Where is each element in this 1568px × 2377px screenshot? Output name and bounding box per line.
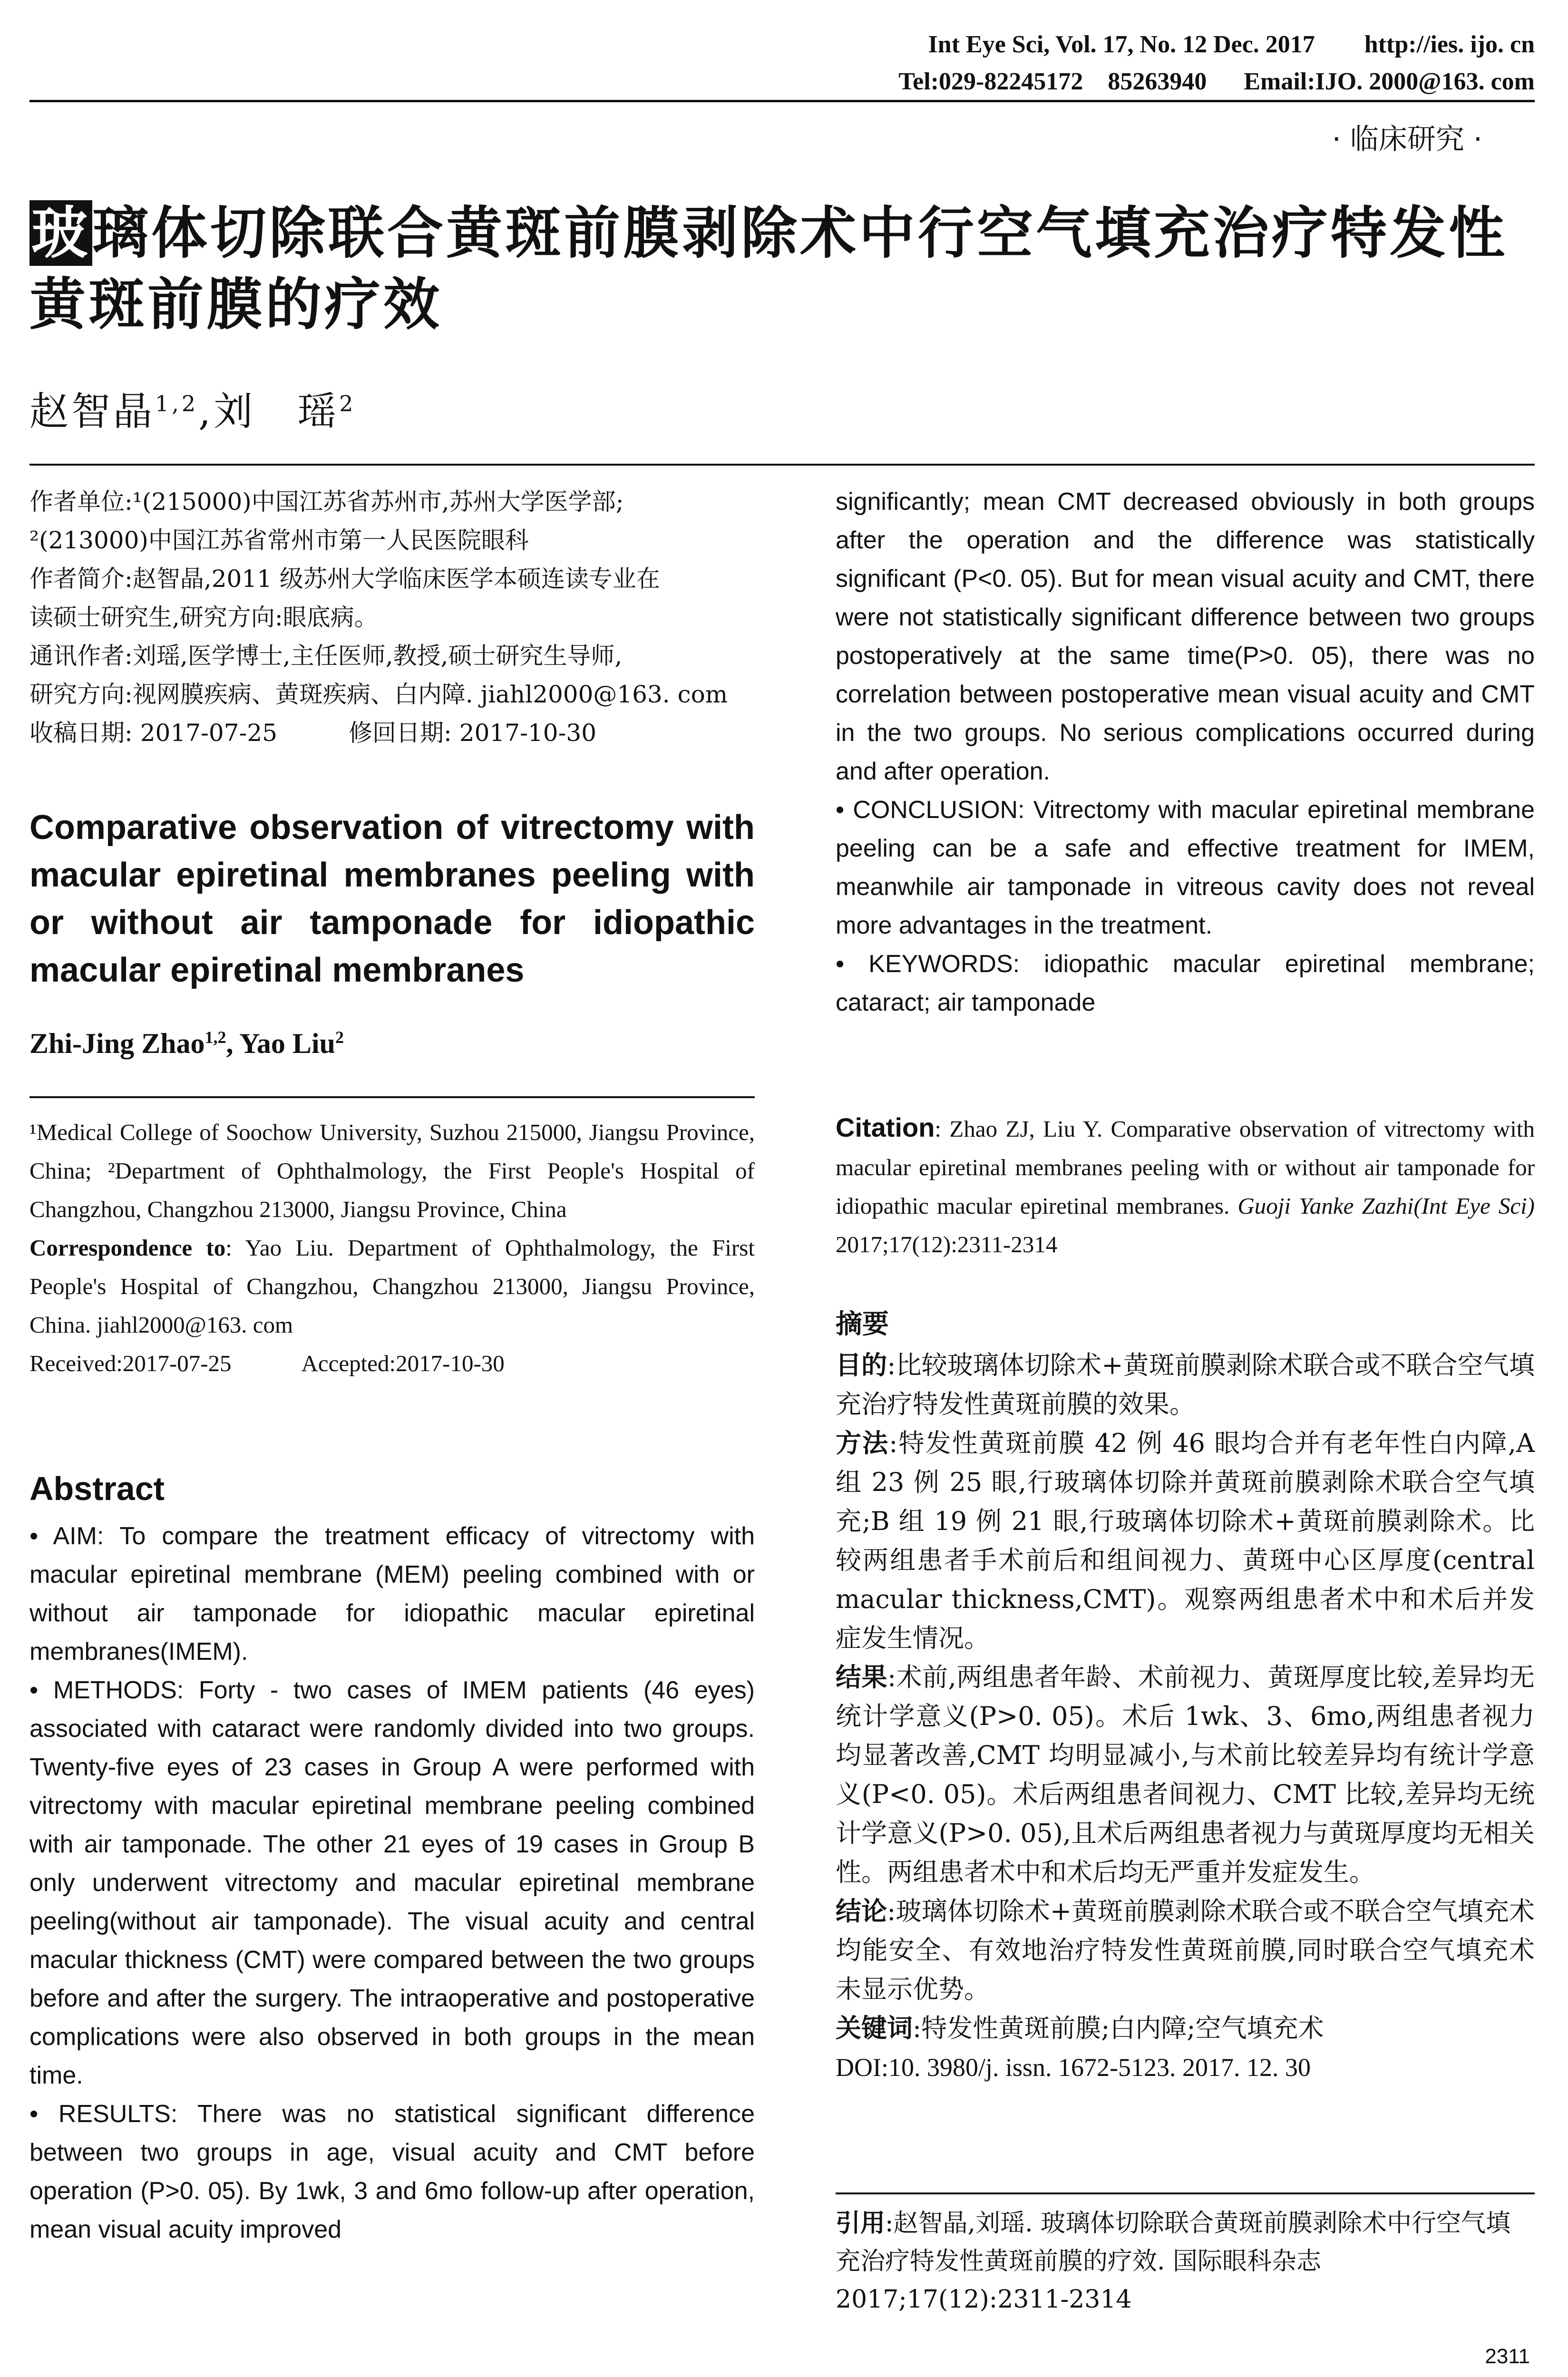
authors-cn [29, 380, 356, 436]
zy-mudi-text: :比较玻璃体切除术+黄斑前膜剥除术联合或不联合空气填充治疗特发性黄斑前膜的效果。 [836, 1350, 1535, 1419]
page-number: 2311 [1485, 2345, 1530, 2368]
affil-line: 收稿日期: 2017-07-25 修回日期: 2017-10-30 [29, 719, 597, 747]
citation-rule [836, 2192, 1535, 2194]
citation-label: Citation [836, 1112, 935, 1142]
abstract-aim: • AIM: To compare the treatment efficacy of vitrectomy with macular epiretinal membrane (MEM) peeling combined with or without air tamponade for idiopathic macular epiretinal membranes(IMEM). [29, 1522, 755, 1666]
author-cn-1-sup: 1,2 [155, 390, 199, 417]
author-en-2: Yao Liu [239, 1028, 335, 1059]
zy-guanjianci [836, 2009, 1535, 2048]
abstract-body-right [836, 483, 1535, 1022]
correspondence [29, 1228, 755, 1344]
citation-tail: 2017;17(12):2311-2314 [836, 1231, 1058, 1257]
zy-jielun [836, 1892, 1535, 2009]
article-title-cn [29, 197, 1535, 340]
author-en-1-sup: 1,2 [205, 1028, 226, 1047]
header-rule [29, 100, 1535, 102]
zy-mudi [836, 1346, 1535, 1424]
abstract-conclusion: • CONCLUSION: Vitrectomy with macular epiretinal membrane peeling can be a safe and effective treatment for IMEM, meanwhile air tamponade in vitreous cavity does not reveal more advantages in the treatment. [836, 796, 1535, 939]
author-en-1: Zhi-Jing Zhao [29, 1028, 205, 1059]
header-line-2: Tel:029-82245172 85263940 Email:IJO. 2000@163. com [898, 68, 1535, 95]
journal-header [898, 26, 1535, 100]
section-tag: · 临床研究 · [1332, 123, 1482, 156]
affil-line: 作者简介:赵智晶,2011 级苏州大学临床医学本硕连读专业在 [29, 565, 660, 593]
affiliation-rule [29, 1096, 755, 1098]
received-dates: Received:2017-07-25 Accepted:2017-10-30 [29, 1350, 505, 1376]
title-first-char: 玻 [29, 200, 92, 266]
author-en-sep: , [226, 1028, 240, 1059]
header-line-1: Int Eye Sci, Vol. 17, No. 12 Dec. 2017 http://ies. ijo. cn [928, 31, 1535, 58]
citation-en [836, 1108, 1535, 1264]
title-rest: 璃体切除联合黄斑前膜剥除术中行空气填充治疗特发性黄斑前膜的疗效 [29, 200, 1508, 337]
affil-line: ²(213000)中国江苏省常州市第一人民医院眼科 [29, 526, 529, 554]
abstract-body-left [29, 1517, 755, 2249]
zy-doi: DOI:10. 3980/j. issn. 1672-5123. 2017. 12. 30 [836, 2053, 1311, 2082]
authors-en [29, 1027, 755, 1060]
affil-line: 读硕士研究生,研究方向:眼底病。 [29, 604, 378, 631]
abstract-results-cont: significantly; mean CMT decreased obviously in both groups after the operation and the difference was statistically significant (P<0. 05). But for mean visual acuity and CMT, there were not statistically significant difference between two groups postoperatively at the same time(P>0. 05), there was no correlation between postoperative mean visual acuity and CMT in the two groups. No serious complications occurred during and after operation. [836, 488, 1535, 785]
author-cn-2-sup: 2 [339, 390, 356, 417]
affil-line: 研究方向:视网膜疾病、黄斑疾病、白内障. jiahl2000@163. com [29, 681, 728, 708]
author-cn-2: 刘 瑶 [214, 389, 340, 434]
abstract-results-start: • RESULTS: There was no statistical significant difference between two groups in age, visual acuity and CMT before operation (P>0. 05). By 1wk, 3 and 6mo follow-up after operation, mean visual acuity improved [29, 2100, 755, 2243]
zy-jielun-label: 结论 [836, 1896, 887, 1926]
affil-line: 通讯作者:刘瑶,医学博士,主任医师,教授,硕士研究生导师, [29, 642, 623, 670]
article-title-en: Comparative observation of vitrectomy with macular epiretinal membranes peeling with or without air tamponade for idiopathic macular epiretinal membranes [29, 809, 755, 989]
title-rule [29, 464, 1535, 466]
zy-jieguo-text: :术前,两组患者年龄、术前视力、黄斑厚度比较,差异均无统计学意义(P>0. 05)。术后 1wk、3、6mo,两组患者视力均显著改善,CMT 均明显减小,与术前比较差异均有统计学意义(P<0. 05)。术后两组患者间视力、CMT 比较,差异均无统计学意义(P>0. 05),且术后两组患者视力与黄斑厚度均无相关性。两组患者术中和术后均无严重并发症发生。 [836, 1662, 1535, 1887]
citation-text: : Zhao ZJ, Liu Y. Comparative observation of vitrectomy with macular epiretinal membranes peeling with or without air tamponade for idiopathic macular epiretinal membranes. [836, 1116, 1535, 1219]
zhaiyao-body [836, 1346, 1535, 2087]
zy-jielun-text: :玻璃体切除术+黄斑前膜剥除术联合或不联合空气填充术均能安全、有效地治疗特发性黄斑前膜,同时联合空气填充术未显示优势。 [836, 1896, 1535, 2004]
citation-cn [836, 2204, 1535, 2319]
zhaiyao-heading: 摘要 [836, 1309, 889, 1340]
abstract-heading: Abstract [29, 1470, 165, 1507]
affiliation-cn [29, 483, 755, 752]
zy-fangfa-label: 方法 [836, 1428, 889, 1458]
author-cn-1: 赵智晶 [29, 389, 156, 434]
abstract-keywords: • KEYWORDS: idiopathic macular epiretinal membrane; cataract; air tamponade [836, 950, 1535, 1016]
affiliation-en: ¹Medical College of Soochow University, Suzhou 215000, Jiangsu Province, China; ²Department of Ophthalmology, the First People's Hospital of Changzhou, Changzhou 213000, Jiangsu Province, China [29, 1119, 755, 1222]
zy-mudi-label: 目的 [836, 1350, 887, 1380]
author-en-2-sup: 2 [335, 1028, 344, 1047]
zy-keywords-text: :特发性黄斑前膜;白内障;空气填充术 [913, 2013, 1324, 2043]
yinyong-text: :赵智晶,刘瑶. 玻璃体切除联合黄斑前膜剥除术中行空气填充治疗特发性黄斑前膜的疗效. 国际眼科杂志 2017;17(12):2311-2314 [836, 2209, 1511, 2314]
affil-line: 作者单位:¹(215000)中国江苏省苏州市,苏州大学医学部; [29, 488, 624, 516]
abstract-methods: • METHODS: Forty - two cases of IMEM patients (46 eyes) associated with cataract were randomly divided into two groups. Twenty-five eyes of 23 cases in Group A were performed with vitrectomy with macular epiretinal membrane peeling combined with air tamponade. The other 21 eyes of 19 cases in Group B only underwent vitrectomy and macular epiretinal membrane peeling(without air tamponade). The visual acuity and central macular thickness (CMT) were compared between the two groups before and after the surgery. The intraoperative and postoperative complications were also observed in both groups in the mean time. [29, 1676, 755, 2089]
yinyong-label: 引用 [836, 2209, 886, 2238]
zy-jieguo [836, 1658, 1535, 1892]
zy-fangfa-text: :特发性黄斑前膜 42 例 46 眼均合并有老年性白内障,A 组 23 例 25 眼,行玻璃体切除并黄斑前膜剥除术联合空气填充;B 组 19 例 21 眼,行玻璃体切除术+黄斑前膜剥除术。比较两组患者手术前后和组间视力、黄斑中心区厚度(central macular thickness,CMT)。观察两组患者术中和术后并发症发生情况。 [836, 1428, 1535, 1653]
correspondence-text: : Yao Liu. Department of Ophthalmology, the First People's Hospital of Changzhou, Changzhou 213000, Jiangsu Province, China. jiahl2000@163. com [29, 1235, 755, 1338]
author-sep: , [198, 389, 214, 434]
correspondence-label: Correspondence to [29, 1235, 226, 1261]
zy-jieguo-label: 结果 [836, 1662, 887, 1692]
zy-keywords-label: 关键词 [836, 2013, 913, 2043]
affiliation-en-block [29, 1113, 755, 1383]
citation-journal: Guoji Yanke Zazhi(Int Eye Sci) [1229, 1193, 1535, 1219]
zy-fangfa [836, 1424, 1535, 1658]
